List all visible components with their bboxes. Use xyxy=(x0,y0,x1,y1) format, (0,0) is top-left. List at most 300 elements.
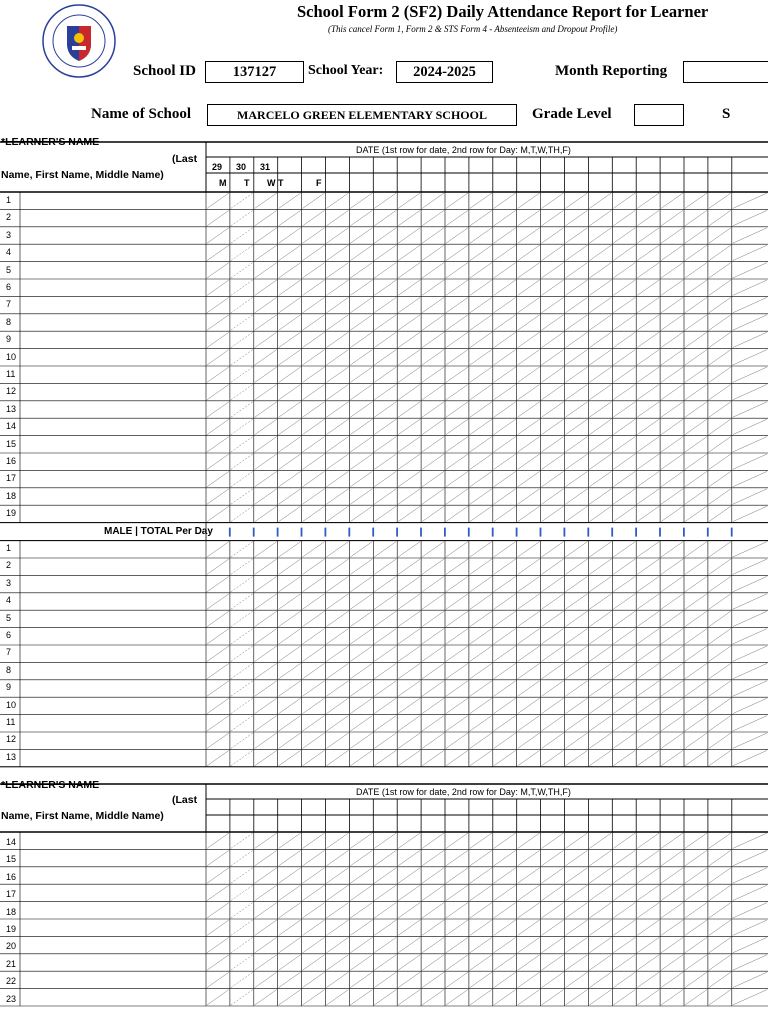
cell-slash xyxy=(470,681,492,696)
cell-slash xyxy=(494,437,516,452)
cell-slash xyxy=(566,611,588,626)
cell-slash xyxy=(470,506,492,521)
cell-slash xyxy=(494,990,516,1005)
learner-name-cell[interactable] xyxy=(22,470,205,486)
cell-slash xyxy=(518,972,540,987)
cell-slash xyxy=(374,733,396,748)
cell-slash xyxy=(589,263,611,278)
cell-slash xyxy=(398,506,420,521)
learner-name-cell[interactable] xyxy=(22,627,205,643)
cell-slash xyxy=(446,263,468,278)
cell-slash xyxy=(542,629,564,644)
learner-name-header-sub-2: Name, First Name, Middle Name) xyxy=(1,810,164,822)
cell-slash xyxy=(709,350,731,365)
cell-slash xyxy=(255,437,277,452)
cell-slash xyxy=(685,559,707,574)
cell-slash xyxy=(589,868,611,883)
cell-slash xyxy=(422,297,444,312)
cell-slash xyxy=(637,955,659,970)
cell-slash xyxy=(685,419,707,434)
cell-slash xyxy=(709,733,731,748)
school-id-label: School ID xyxy=(133,63,196,79)
total-marker xyxy=(277,528,279,537)
cell-slash xyxy=(255,210,277,225)
cell-slash xyxy=(589,920,611,935)
cell-slash xyxy=(733,972,767,987)
cell-slash xyxy=(303,454,325,469)
cell-slash xyxy=(374,594,396,609)
cell-slash xyxy=(446,663,468,678)
cell-slash xyxy=(637,903,659,918)
cell-slash xyxy=(327,885,349,900)
grade-level-label: Grade Level xyxy=(532,106,612,122)
total-marker xyxy=(516,528,518,537)
cell-slash xyxy=(303,868,325,883)
cell-slash xyxy=(374,646,396,661)
learner-name-cell[interactable] xyxy=(22,834,205,850)
cell-slash xyxy=(350,576,372,591)
cell-slash xyxy=(685,750,707,765)
cell-slash xyxy=(709,885,731,900)
cell-slash xyxy=(733,920,767,935)
row-number: 10 xyxy=(6,351,17,362)
cell-slash xyxy=(637,990,659,1005)
cell-slash xyxy=(733,850,767,865)
cell-slash xyxy=(303,350,325,365)
cell-slash xyxy=(661,885,683,900)
cell-slash xyxy=(279,263,301,278)
cell-slash xyxy=(207,193,229,208)
learner-name-cell[interactable] xyxy=(22,956,205,972)
cell-slash xyxy=(566,245,588,260)
cell-slash xyxy=(398,297,420,312)
cell-slash xyxy=(613,332,635,347)
cell-slash xyxy=(613,280,635,295)
learner-name-cell[interactable] xyxy=(22,991,205,1007)
cell-slash xyxy=(470,402,492,417)
cell-slash xyxy=(327,263,349,278)
cell-slash xyxy=(542,750,564,765)
cell-slash xyxy=(303,542,325,557)
cell-slash xyxy=(637,437,659,452)
cell-slash xyxy=(398,210,420,225)
cell-slash xyxy=(470,850,492,865)
cell-slash xyxy=(350,559,372,574)
cell-slash xyxy=(207,315,229,330)
cell-slash xyxy=(422,210,444,225)
cell-slash xyxy=(566,990,588,1005)
cell-slash xyxy=(589,332,611,347)
cell-slash xyxy=(303,280,325,295)
cell-slash xyxy=(685,594,707,609)
cell-slash xyxy=(350,903,372,918)
cell-slash xyxy=(279,594,301,609)
learner-name-cell[interactable] xyxy=(22,262,205,278)
cell-slash xyxy=(255,228,277,243)
learner-name-cell[interactable] xyxy=(22,453,205,469)
learner-name-cell[interactable] xyxy=(22,851,205,867)
cell-slash xyxy=(518,332,540,347)
cell-slash xyxy=(207,489,229,504)
cell-slash xyxy=(350,419,372,434)
cell-slash xyxy=(303,576,325,591)
cell-slash xyxy=(613,437,635,452)
cell-slash xyxy=(327,280,349,295)
cell-slash xyxy=(446,698,468,713)
cell-slash xyxy=(542,990,564,1005)
learner-name-cell[interactable] xyxy=(22,244,205,260)
learner-name-cell[interactable] xyxy=(22,938,205,954)
cell-slash xyxy=(422,716,444,731)
cell-slash xyxy=(374,955,396,970)
cell-slash xyxy=(279,646,301,661)
cell-slash xyxy=(255,506,277,521)
row-number: 15 xyxy=(6,854,17,865)
cell-slash xyxy=(637,733,659,748)
learner-name-cell[interactable] xyxy=(22,436,205,452)
cell-slash xyxy=(374,716,396,731)
cell-slash xyxy=(685,245,707,260)
cell-slash xyxy=(542,437,564,452)
cell-slash xyxy=(542,611,564,626)
cell-slash xyxy=(279,868,301,883)
cell-slash xyxy=(279,955,301,970)
cell-slash xyxy=(613,210,635,225)
cell-slash xyxy=(422,332,444,347)
cell-slash xyxy=(542,315,564,330)
cell-slash xyxy=(446,297,468,312)
cell-slash xyxy=(374,629,396,644)
cell-slash xyxy=(685,716,707,731)
cell-slash xyxy=(733,868,767,883)
cell-slash xyxy=(470,367,492,382)
cell-slash xyxy=(231,402,253,417)
cell-slash xyxy=(709,315,731,330)
cell-slash xyxy=(494,384,516,399)
cell-slash xyxy=(255,454,277,469)
cell-slash xyxy=(613,297,635,312)
cell-slash xyxy=(446,228,468,243)
cell-slash xyxy=(661,419,683,434)
cell-slash xyxy=(494,280,516,295)
cell-slash xyxy=(494,332,516,347)
cell-slash xyxy=(303,559,325,574)
cell-slash xyxy=(255,384,277,399)
row-number: 4 xyxy=(6,595,12,606)
cell-slash xyxy=(255,193,277,208)
cell-slash xyxy=(518,559,540,574)
cell-slash xyxy=(207,454,229,469)
cell-slash xyxy=(661,489,683,504)
date-cell-30: 30 xyxy=(236,162,247,172)
cell-slash xyxy=(327,972,349,987)
cell-slash xyxy=(613,646,635,661)
cell-slash xyxy=(374,937,396,952)
cell-slash xyxy=(207,228,229,243)
cell-slash xyxy=(446,489,468,504)
cell-slash xyxy=(303,419,325,434)
cell-slash xyxy=(542,646,564,661)
learner-name-cell[interactable] xyxy=(22,973,205,989)
cell-slash xyxy=(685,471,707,486)
cell-slash xyxy=(661,297,683,312)
cell-slash xyxy=(685,937,707,952)
cell-slash xyxy=(231,972,253,987)
learner-name-cell[interactable] xyxy=(22,610,205,626)
cell-slash xyxy=(279,193,301,208)
cell-slash xyxy=(398,367,420,382)
cell-slash xyxy=(637,937,659,952)
cell-slash xyxy=(589,955,611,970)
cell-slash xyxy=(733,419,767,434)
cell-slash xyxy=(446,454,468,469)
cell-slash xyxy=(518,698,540,713)
cell-slash xyxy=(589,367,611,382)
cell-slash xyxy=(327,629,349,644)
cell-slash xyxy=(518,681,540,696)
cell-slash xyxy=(327,384,349,399)
cell-slash xyxy=(446,920,468,935)
cell-slash xyxy=(255,542,277,557)
day-cell-t: T xyxy=(244,178,250,188)
cell-slash xyxy=(446,833,468,848)
cell-slash xyxy=(374,972,396,987)
day-cell-f: F xyxy=(316,178,322,188)
row-number: 5 xyxy=(6,612,12,623)
cell-slash xyxy=(709,542,731,557)
school-year-field[interactable]: 2024-2025 xyxy=(396,61,493,83)
cell-slash xyxy=(422,833,444,848)
cell-slash xyxy=(518,297,540,312)
cell-slash xyxy=(327,315,349,330)
cell-slash xyxy=(470,228,492,243)
learner-name-cell[interactable] xyxy=(22,575,205,591)
cell-slash xyxy=(589,903,611,918)
cell-slash xyxy=(494,716,516,731)
cell-slash xyxy=(613,716,635,731)
cell-slash xyxy=(637,716,659,731)
learner-name-cell[interactable] xyxy=(22,331,205,347)
learner-name-cell[interactable] xyxy=(22,488,205,504)
cell-slash xyxy=(637,402,659,417)
cell-slash xyxy=(374,868,396,883)
cell-slash xyxy=(350,698,372,713)
school-id-field[interactable]: 137127 xyxy=(205,61,304,83)
total-marker xyxy=(683,528,685,537)
cell-slash xyxy=(661,733,683,748)
row-number: 12 xyxy=(6,734,17,745)
cell-slash xyxy=(470,559,492,574)
cell-slash xyxy=(637,850,659,865)
cell-slash xyxy=(231,263,253,278)
cell-slash xyxy=(350,611,372,626)
learner-name-cell[interactable] xyxy=(22,540,205,556)
cell-slash xyxy=(470,733,492,748)
cell-slash xyxy=(661,937,683,952)
cell-slash xyxy=(685,454,707,469)
cell-slash xyxy=(494,350,516,365)
cell-slash xyxy=(327,559,349,574)
cell-slash xyxy=(470,454,492,469)
cell-slash xyxy=(685,542,707,557)
cell-slash xyxy=(207,419,229,434)
learner-name-cell[interactable] xyxy=(22,401,205,417)
cell-slash xyxy=(589,576,611,591)
cell-slash xyxy=(661,663,683,678)
cell-slash xyxy=(685,972,707,987)
cell-slash xyxy=(470,972,492,987)
cell-slash xyxy=(709,903,731,918)
cell-slash xyxy=(255,367,277,382)
cell-slash xyxy=(255,937,277,952)
cell-slash xyxy=(518,350,540,365)
cell-slash xyxy=(494,594,516,609)
cell-slash xyxy=(709,594,731,609)
cell-slash xyxy=(398,990,420,1005)
cell-slash xyxy=(255,990,277,1005)
cell-slash xyxy=(422,454,444,469)
cell-slash xyxy=(350,885,372,900)
learner-name-cell[interactable] xyxy=(22,279,205,295)
cell-slash xyxy=(350,750,372,765)
cell-slash xyxy=(303,937,325,952)
row-number: 23 xyxy=(6,993,17,1004)
cell-slash xyxy=(566,750,588,765)
cell-slash xyxy=(327,750,349,765)
learner-name-cell[interactable] xyxy=(22,209,205,225)
cell-slash xyxy=(709,419,731,434)
learner-name-cell[interactable] xyxy=(22,921,205,937)
cell-slash xyxy=(470,698,492,713)
learner-name-cell[interactable] xyxy=(22,749,205,765)
cell-slash xyxy=(255,972,277,987)
learner-name-cell[interactable] xyxy=(22,662,205,678)
cell-slash xyxy=(470,210,492,225)
cell-slash xyxy=(207,646,229,661)
cell-slash xyxy=(661,920,683,935)
cell-slash xyxy=(446,402,468,417)
learner-name-cell[interactable] xyxy=(22,383,205,399)
school-name-label: Name of School xyxy=(91,106,191,122)
cell-slash xyxy=(542,471,564,486)
cell-slash xyxy=(207,594,229,609)
cell-slash xyxy=(350,868,372,883)
school-name-field[interactable]: MARCELO GREEN ELEMENTARY SCHOOL xyxy=(207,104,517,126)
cell-slash xyxy=(207,903,229,918)
cell-slash xyxy=(733,193,767,208)
learner-name-cell[interactable] xyxy=(22,349,205,365)
cell-slash xyxy=(350,681,372,696)
learner-name-cell[interactable] xyxy=(22,557,205,573)
learner-name-cell[interactable] xyxy=(22,314,205,330)
learner-name-cell[interactable] xyxy=(22,731,205,747)
cell-slash xyxy=(374,920,396,935)
learner-name-cell[interactable] xyxy=(22,505,205,521)
learner-name-cell[interactable] xyxy=(22,227,205,243)
cell-slash xyxy=(566,542,588,557)
cell-slash xyxy=(494,506,516,521)
cell-slash xyxy=(518,245,540,260)
cell-slash xyxy=(518,263,540,278)
cell-slash xyxy=(637,542,659,557)
row-number: 20 xyxy=(6,941,17,952)
cell-slash xyxy=(374,850,396,865)
learner-name-cell[interactable] xyxy=(22,679,205,695)
cell-slash xyxy=(446,350,468,365)
learner-name-cell[interactable] xyxy=(22,904,205,920)
cell-slash xyxy=(613,471,635,486)
cell-slash xyxy=(589,750,611,765)
learner-name-cell[interactable] xyxy=(22,697,205,713)
cell-slash xyxy=(613,350,635,365)
cell-slash xyxy=(350,663,372,678)
learner-name-cell[interactable] xyxy=(22,296,205,312)
cell-slash xyxy=(279,903,301,918)
cell-slash xyxy=(422,663,444,678)
cell-slash xyxy=(542,733,564,748)
learner-name-cell[interactable] xyxy=(22,418,205,434)
cell-slash xyxy=(279,750,301,765)
cell-slash xyxy=(518,280,540,295)
learner-name-cell[interactable] xyxy=(22,366,205,382)
cell-slash xyxy=(398,228,420,243)
cell-slash xyxy=(374,559,396,574)
learner-name-cell[interactable] xyxy=(22,714,205,730)
learner-name-cell[interactable] xyxy=(22,869,205,885)
learner-name-cell[interactable] xyxy=(22,886,205,902)
cell-slash xyxy=(255,576,277,591)
total-marker xyxy=(540,528,542,537)
cell-slash xyxy=(374,454,396,469)
learner-name-cell[interactable] xyxy=(22,192,205,208)
cell-slash xyxy=(494,972,516,987)
learner-name-cell[interactable] xyxy=(22,592,205,608)
cell-slash xyxy=(446,332,468,347)
cell-slash xyxy=(231,471,253,486)
cell-slash xyxy=(613,629,635,644)
cell-slash xyxy=(327,506,349,521)
cell-slash xyxy=(327,228,349,243)
cell-slash xyxy=(685,681,707,696)
cell-slash xyxy=(422,542,444,557)
cell-slash xyxy=(566,193,588,208)
cell-slash xyxy=(303,698,325,713)
cell-slash xyxy=(542,903,564,918)
cell-slash xyxy=(231,903,253,918)
cell-slash xyxy=(566,437,588,452)
cell-slash xyxy=(566,402,588,417)
cell-slash xyxy=(446,210,468,225)
cell-slash xyxy=(446,559,468,574)
cell-slash xyxy=(231,681,253,696)
cell-slash xyxy=(613,903,635,918)
cell-slash xyxy=(231,454,253,469)
cell-slash xyxy=(494,750,516,765)
cell-slash xyxy=(661,193,683,208)
cell-slash xyxy=(637,594,659,609)
cell-slash xyxy=(494,681,516,696)
cell-slash xyxy=(446,990,468,1005)
learner-name-cell[interactable] xyxy=(22,644,205,660)
day-cell-w: W xyxy=(267,178,276,188)
cell-slash xyxy=(422,228,444,243)
cell-slash xyxy=(518,542,540,557)
cell-slash xyxy=(422,576,444,591)
cell-slash xyxy=(255,350,277,365)
cell-slash xyxy=(255,280,277,295)
cell-slash xyxy=(422,885,444,900)
cell-slash xyxy=(661,903,683,918)
